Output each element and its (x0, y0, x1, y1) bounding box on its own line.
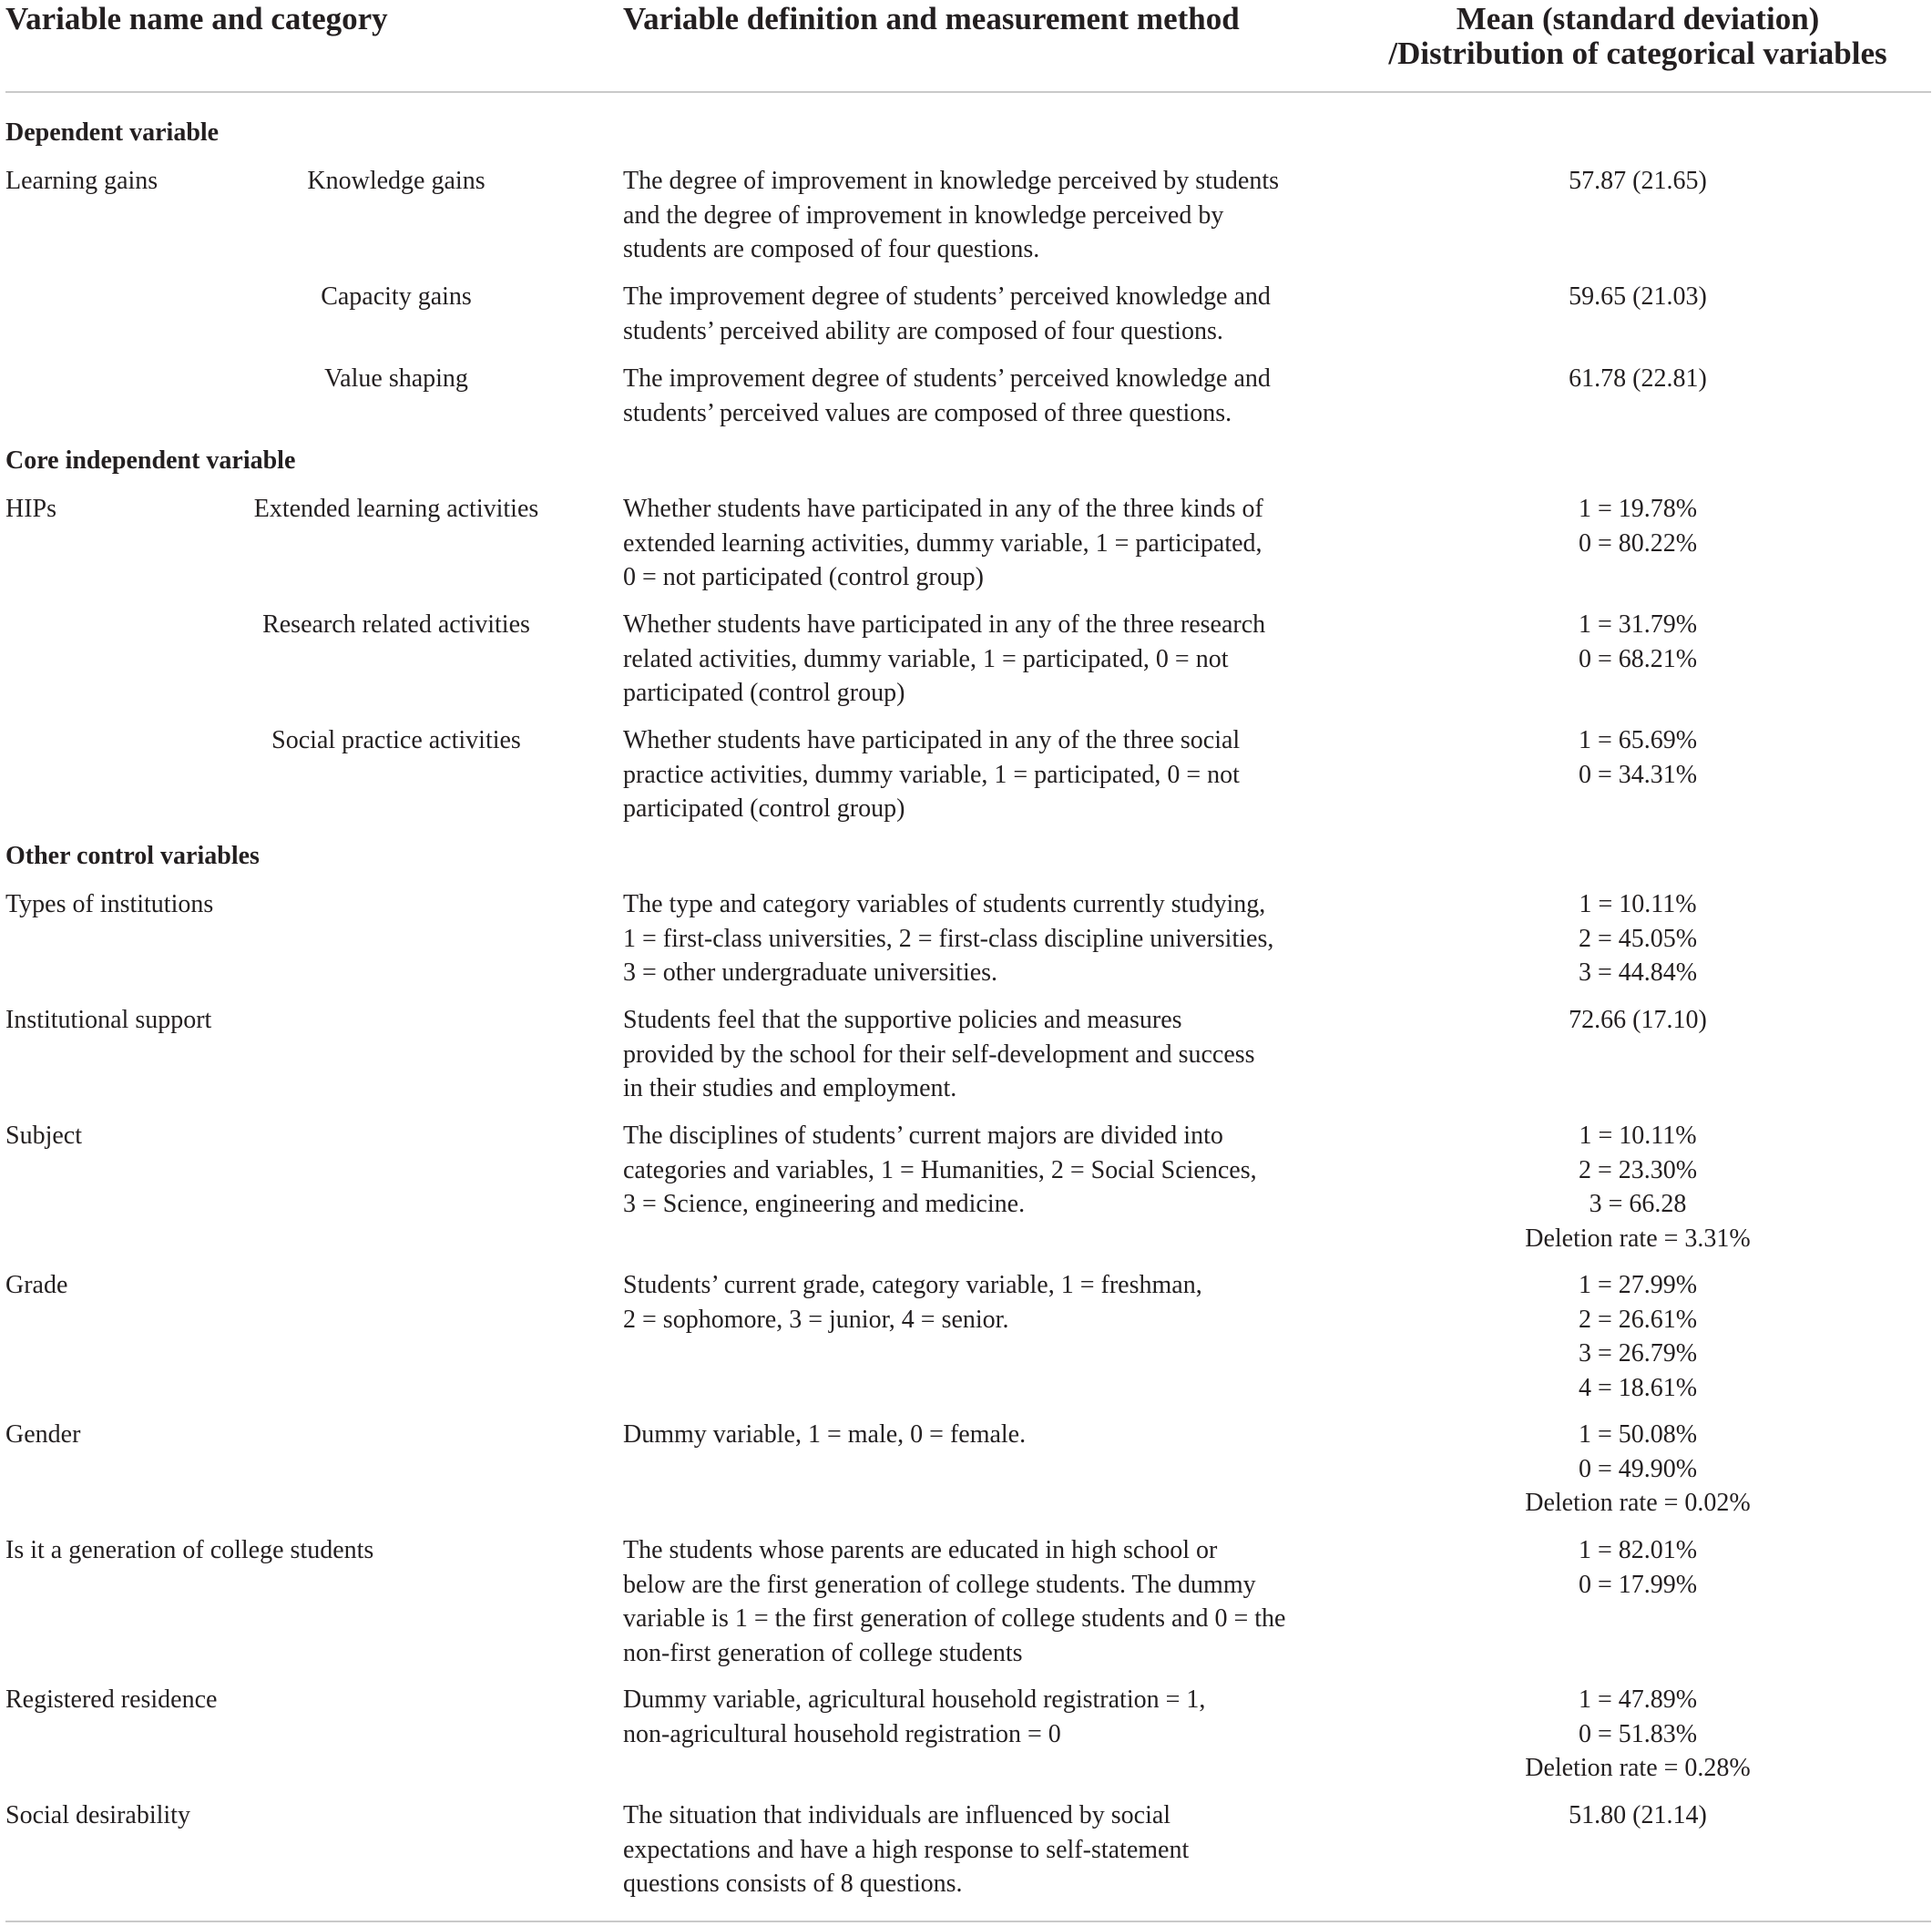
row-subcategory: Value shaping (324, 364, 468, 393)
row-definition: The improvement degree of students’ perceived knowledge and students’ perceived ability are composed of four questions. (623, 282, 1271, 345)
row-name: Types of institutions (5, 890, 214, 918)
row-name: HIPs (5, 495, 57, 523)
row-definition: Whether students have participated in any of the three social practice activities, dummy variable, 1 = participated, 0 = not participated (control group) (623, 726, 1241, 823)
row-name: Learning gains (5, 167, 158, 195)
row-definition: The situation that individuals are influenced by social expectations and have a high response to self-statement questions consists of 8 questions. (623, 1801, 1190, 1898)
header-variable-name: Variable name and category (5, 1, 388, 36)
section-core-independent-variable: Core independent variable (5, 446, 296, 475)
row-name: Grade (5, 1271, 68, 1299)
header-definition: Variable definition and measurement method (623, 1, 1240, 36)
row-definition: Whether students have participated in any of the three kinds of extended learning activities, dummy variable, 1 = participated, 0 = not participated (control group) (623, 495, 1263, 591)
row-definition: Dummy variable, 1 = male, 0 = female. (623, 1420, 1027, 1449)
row-definition: The students whose parents are educated in high school or below are the first generation of college students. The dummy variable is 1 = the first generation of college students and 0 = the non-first generation of college students (623, 1536, 1286, 1667)
row-definition: Students’ current grade, category variable, 1 = freshman, 2 = sophomore, 3 = junior, 4 = senior. (623, 1271, 1202, 1334)
row-definition: Whether students have participated in any of the three research related activities, dummy variable, 1 = participated, 0 = not participated (control group) (623, 610, 1266, 707)
row-value: 57.87 (21.65) (1569, 167, 1707, 195)
row-value: 1 = 10.11% 2 = 23.30% 3 = 66.28 Deletion rate = 3.31% (1525, 1122, 1751, 1253)
row-value: 1 = 31.79% 0 = 68.21% (1578, 610, 1698, 673)
row-subcategory: Extended learning activities (253, 495, 539, 523)
row-value: 72.66 (17.10) (1569, 1006, 1707, 1034)
row-value: 61.78 (22.81) (1569, 364, 1707, 393)
row-value: 1 = 27.99% 2 = 26.61% 3 = 26.79% 4 = 18.61% (1578, 1271, 1698, 1402)
row-subcategory: Knowledge gains (307, 167, 486, 195)
row-definition: The degree of improvement in knowledge perceived by students and the degree of improvement in knowledge perceived by students are composed of four questions. (623, 167, 1279, 263)
row-value: 1 = 50.08% 0 = 49.90% Deletion rate = 0.02% (1525, 1420, 1751, 1517)
section-other-control-variables: Other control variables (5, 842, 260, 870)
row-name: Registered residence (5, 1685, 218, 1714)
section-dependent-variable: Dependent variable (5, 118, 220, 147)
header-mean: Mean (standard deviation) /Distribution of categorical variables (1388, 1, 1887, 71)
row-subcategory: Research related activities (262, 610, 530, 639)
row-definition: The improvement degree of students’ perceived knowledge and students’ perceived values are composed of three questions. (623, 364, 1271, 427)
row-definition: Students feel that the supportive policies and measures provided by the school for their self-development and success in their studies and employment. (623, 1006, 1255, 1102)
row-value: 59.65 (21.03) (1569, 282, 1707, 311)
row-value: 51.80 (21.14) (1569, 1801, 1707, 1829)
row-name: Institutional support (5, 1006, 212, 1034)
row-name: Gender (5, 1420, 81, 1449)
header-rule (5, 91, 1931, 93)
row-value: 1 = 82.01% 0 = 17.99% (1578, 1536, 1698, 1599)
row-name: Social desirability (5, 1801, 190, 1829)
row-value: 1 = 47.89% 0 = 51.83% Deletion rate = 0.28% (1525, 1685, 1751, 1782)
footer-rule (5, 1921, 1931, 1922)
row-definition: Dummy variable, agricultural household registration = 1, non-agricultural household registration = 0 (623, 1685, 1206, 1748)
row-definition: The type and category variables of students currently studying, 1 = first-class universities, 2 = first-class discipline universities, 3 = other undergraduate universities. (623, 890, 1274, 987)
row-name: Subject (5, 1122, 82, 1150)
row-value: 1 = 65.69% 0 = 34.31% (1578, 726, 1698, 789)
row-name: Is it a generation of college students (5, 1536, 374, 1564)
row-subcategory: Capacity gains (321, 282, 472, 311)
row-subcategory: Social practice activities (271, 726, 521, 754)
row-definition: The disciplines of students’ current majors are divided into categories and variables, 1 = Humanities, 2 = Social Sciences, 3 = Science, engineering and medicine. (623, 1122, 1257, 1218)
row-value: 1 = 10.11% 2 = 45.05% 3 = 44.84% (1578, 890, 1698, 987)
row-value: 1 = 19.78% 0 = 80.22% (1578, 495, 1698, 558)
